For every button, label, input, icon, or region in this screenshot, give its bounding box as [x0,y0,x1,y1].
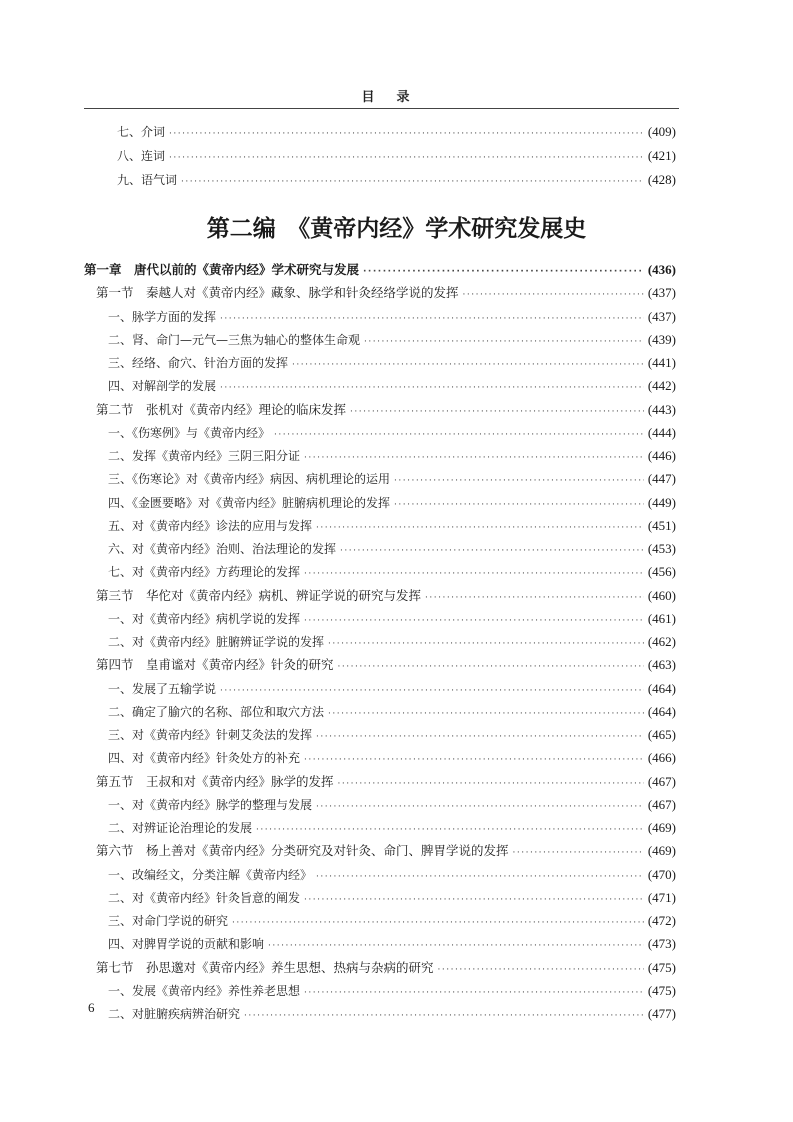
toc-entry-page: (465) [647,727,676,742]
toc-entry[interactable] [117,122,676,142]
toc-entry-page: (461) [647,611,676,626]
toc-entry-title: 二、确定了腧穴的名称、部位和取穴方法 [108,705,325,719]
toc-entry-page: (456) [647,564,676,579]
dot-leader [316,727,644,747]
dot-leader [328,634,644,654]
toc-entry[interactable] [96,958,676,978]
dot-leader [338,774,644,794]
toc-entry-page: (464) [647,704,676,719]
dot-leader [220,681,644,701]
toc-entry-title: 第二节 张机对《黄帝内经》理论的临床发挥 [96,402,347,417]
toc-entry-title: 五、对《黄帝内经》诊法的应用与发挥 [108,519,313,533]
dot-leader [304,983,644,1003]
toc-entry-page: (469) [647,820,676,835]
toc-entry[interactable] [96,655,676,675]
dot-leader [425,588,644,608]
toc-entry[interactable] [108,795,676,815]
toc-entry[interactable] [108,981,676,1001]
toc-entry-title: 第七节 孙思邈对《黄帝内经》养生思想、热病与杂病的研究 [96,960,434,975]
toc-entry-title: 四、对脾胃学说的贡献和影响 [108,937,265,951]
dot-leader [364,332,644,352]
toc-entry-title: 第一章 唐代以前的《黄帝内经》学术研究与发展 [84,262,360,277]
toc-entry-page: (453) [647,541,676,556]
toc-entry-page: (475) [647,983,676,998]
toc-entry[interactable] [108,865,676,885]
toc-entry-title: 二、发挥《黄帝内经》三阴三阳分证 [108,449,301,463]
toc-entry[interactable] [117,170,676,190]
toc-entry-title: 第三节 华佗对《黄帝内经》病机、辨证学说的研究与发挥 [96,588,422,603]
toc-entry[interactable] [108,353,676,373]
dot-leader [220,309,644,329]
toc-entry[interactable] [108,307,676,327]
toc-entry[interactable] [108,679,676,699]
toc-entry[interactable] [108,446,676,466]
toc-entry-page: (437) [647,309,676,324]
toc-entry-page: (467) [647,774,676,789]
toc-entry[interactable] [108,469,676,489]
toc-entry-title: 三、对《黄帝内经》针刺艾灸法的发挥 [108,728,313,742]
header-rule [84,108,679,109]
dot-leader [463,285,644,305]
dot-leader [394,495,644,515]
toc-entry[interactable] [108,818,676,838]
toc-entry-page: (460) [647,588,676,603]
toc-entry-page: (439) [647,332,676,347]
toc-entry-page: (441) [647,355,676,370]
toc-entry-page: (473) [647,936,676,951]
toc-entry[interactable] [108,423,676,443]
toc-entry[interactable] [108,609,676,629]
dot-leader [316,867,644,887]
dot-leader [304,611,644,631]
toc-entry-title: 二、肾、命门—元气—三焦为轴心的整体生命观 [108,333,361,347]
toc-entry[interactable] [108,516,676,536]
dot-leader [169,148,644,168]
dot-leader [394,471,644,491]
toc-entry[interactable] [108,562,676,582]
toc-entry-page: (469) [647,843,676,858]
toc-entry[interactable] [96,400,676,420]
toc-entry-title: 一、发展《黄帝内经》养性养老思想 [108,984,301,998]
toc-entry-title: 八、连词 [117,149,166,163]
toc-entry-page: (446) [647,448,676,463]
toc-entry-title: 一、改编经文，分类注解《黄帝内经》 [108,868,313,882]
toc-entry-title: 二、对脏腑疾病辨治研究 [108,1007,241,1021]
toc-entry-title: 一、对《黄帝内经》病机学说的发挥 [108,612,301,626]
toc-entry[interactable] [96,283,676,303]
toc-entry-title: 第四节 皇甫谧对《黄帝内经》针灸的研究 [96,657,334,672]
toc-entry-title: 第一节 秦越人对《黄帝内经》藏象、脉学和针灸经络学说的发挥 [96,285,459,300]
toc-entry-title: 一、脉学方面的发挥 [108,310,217,324]
toc-entry[interactable] [108,632,676,652]
toc-entry-page: (442) [647,378,676,393]
dot-leader [338,657,644,677]
dot-leader [316,797,644,817]
toc-entry-page: (428) [647,172,676,187]
dot-leader [340,541,644,561]
running-head: 目录 [361,90,432,105]
toc-entry-page: (477) [647,1006,676,1021]
dot-leader [169,124,644,144]
toc-entry-title: 六、对《黄帝内经》治则、治法理论的发挥 [108,542,337,556]
toc-entry-page: (451) [647,518,676,533]
dot-leader [304,890,644,910]
toc-entry[interactable] [108,493,676,513]
dot-leader [244,1006,644,1026]
dot-leader [232,913,644,933]
toc-entry-title: 四、对《黄帝内经》针灸处方的补充 [108,751,301,765]
dot-leader [304,448,644,468]
toc-entry-page: (449) [647,495,676,510]
toc-entry-title: 七、对《黄帝内经》方药理论的发挥 [108,565,301,579]
toc-entry-title: 第五节 王叔和对《黄帝内经》脉学的发挥 [96,774,334,789]
dot-leader [181,172,644,192]
toc-entry-title: 三、经络、俞穴、针治方面的发挥 [108,356,289,370]
dot-leader [304,750,644,770]
toc-entry[interactable] [108,330,676,350]
toc-entry-title: 九、语气词 [117,173,178,187]
dot-leader [304,564,644,584]
toc-entry[interactable] [96,772,676,792]
toc-entry[interactable] [117,146,676,166]
dot-leader [363,262,644,282]
toc-entry-title: 二、对《黄帝内经》脏腑辨证学说的发挥 [108,635,325,649]
toc-entry-page: (443) [647,402,676,417]
dot-leader [438,960,644,980]
dot-leader [220,378,644,398]
toc-entry-page: (475) [647,960,676,975]
toc-entry-title: 一、《伤寒例》与《黄帝内经》 [108,426,271,440]
part-title: 第二编 《黄帝内经》学术研究发展史 [206,215,587,242]
toc-entry-page: (447) [647,471,676,486]
toc-entry-title: 二、对辨证论治理论的发展 [108,821,253,835]
toc-entry-page: (421) [647,148,676,163]
toc-entry-page: (472) [647,913,676,928]
toc-entry-page: (463) [647,657,676,672]
toc-entry[interactable] [108,1004,676,1024]
toc-entry-title: 三、对命门学说的研究 [108,914,229,928]
toc-entry-page: (471) [647,890,676,905]
toc-entry-page: (470) [647,867,676,882]
toc-entry-page: (466) [647,750,676,765]
toc-entry-title: 一、发展了五输学说 [108,682,217,696]
dot-leader [274,425,644,445]
toc-entry-page: (444) [647,425,676,440]
toc-entry-page: (437) [647,285,676,300]
page-number: 6 [88,1000,95,1015]
toc-entry-title: 七、介词 [117,125,166,139]
toc-entry-page: (467) [647,797,676,812]
toc-entry[interactable] [108,888,676,908]
toc-entry[interactable] [108,702,676,722]
toc-entry[interactable] [96,841,676,861]
toc-entry-page: (462) [647,634,676,649]
toc-entry[interactable] [108,725,676,745]
toc-entry-page: (409) [647,124,676,139]
toc-entry-title: 第六节 杨上善对《黄帝内经》分类研究及对针灸、命门、脾胃学说的发挥 [96,843,509,858]
dot-leader [513,843,644,863]
dot-leader [292,355,644,375]
toc-entry-title: 四、《金匮要略》对《黄帝内经》脏腑病机理论的发挥 [108,496,391,510]
toc-entry-title: 三、《伤寒论》对《黄帝内经》病因、病机理论的运用 [108,472,391,486]
toc-entry-title: 二、对《黄帝内经》针灸旨意的阐发 [108,891,301,905]
dot-leader [328,704,644,724]
toc-entry[interactable] [108,539,676,559]
toc-entry[interactable] [96,586,676,606]
toc-entry[interactable] [108,911,676,931]
toc-entry-page: (464) [647,681,676,696]
toc-entry[interactable] [108,748,676,768]
toc-entry[interactable] [84,260,676,280]
dot-leader [350,402,644,422]
toc-entry-title: 四、对解剖学的发展 [108,379,217,393]
toc-entry[interactable] [108,376,676,396]
dot-leader [256,820,644,840]
toc-entry-title: 一、对《黄帝内经》脉学的整理与发展 [108,798,313,812]
toc-entry-page: (436) [647,262,676,277]
dot-leader [316,518,644,538]
dot-leader [268,936,644,956]
toc-entry[interactable] [108,934,676,954]
